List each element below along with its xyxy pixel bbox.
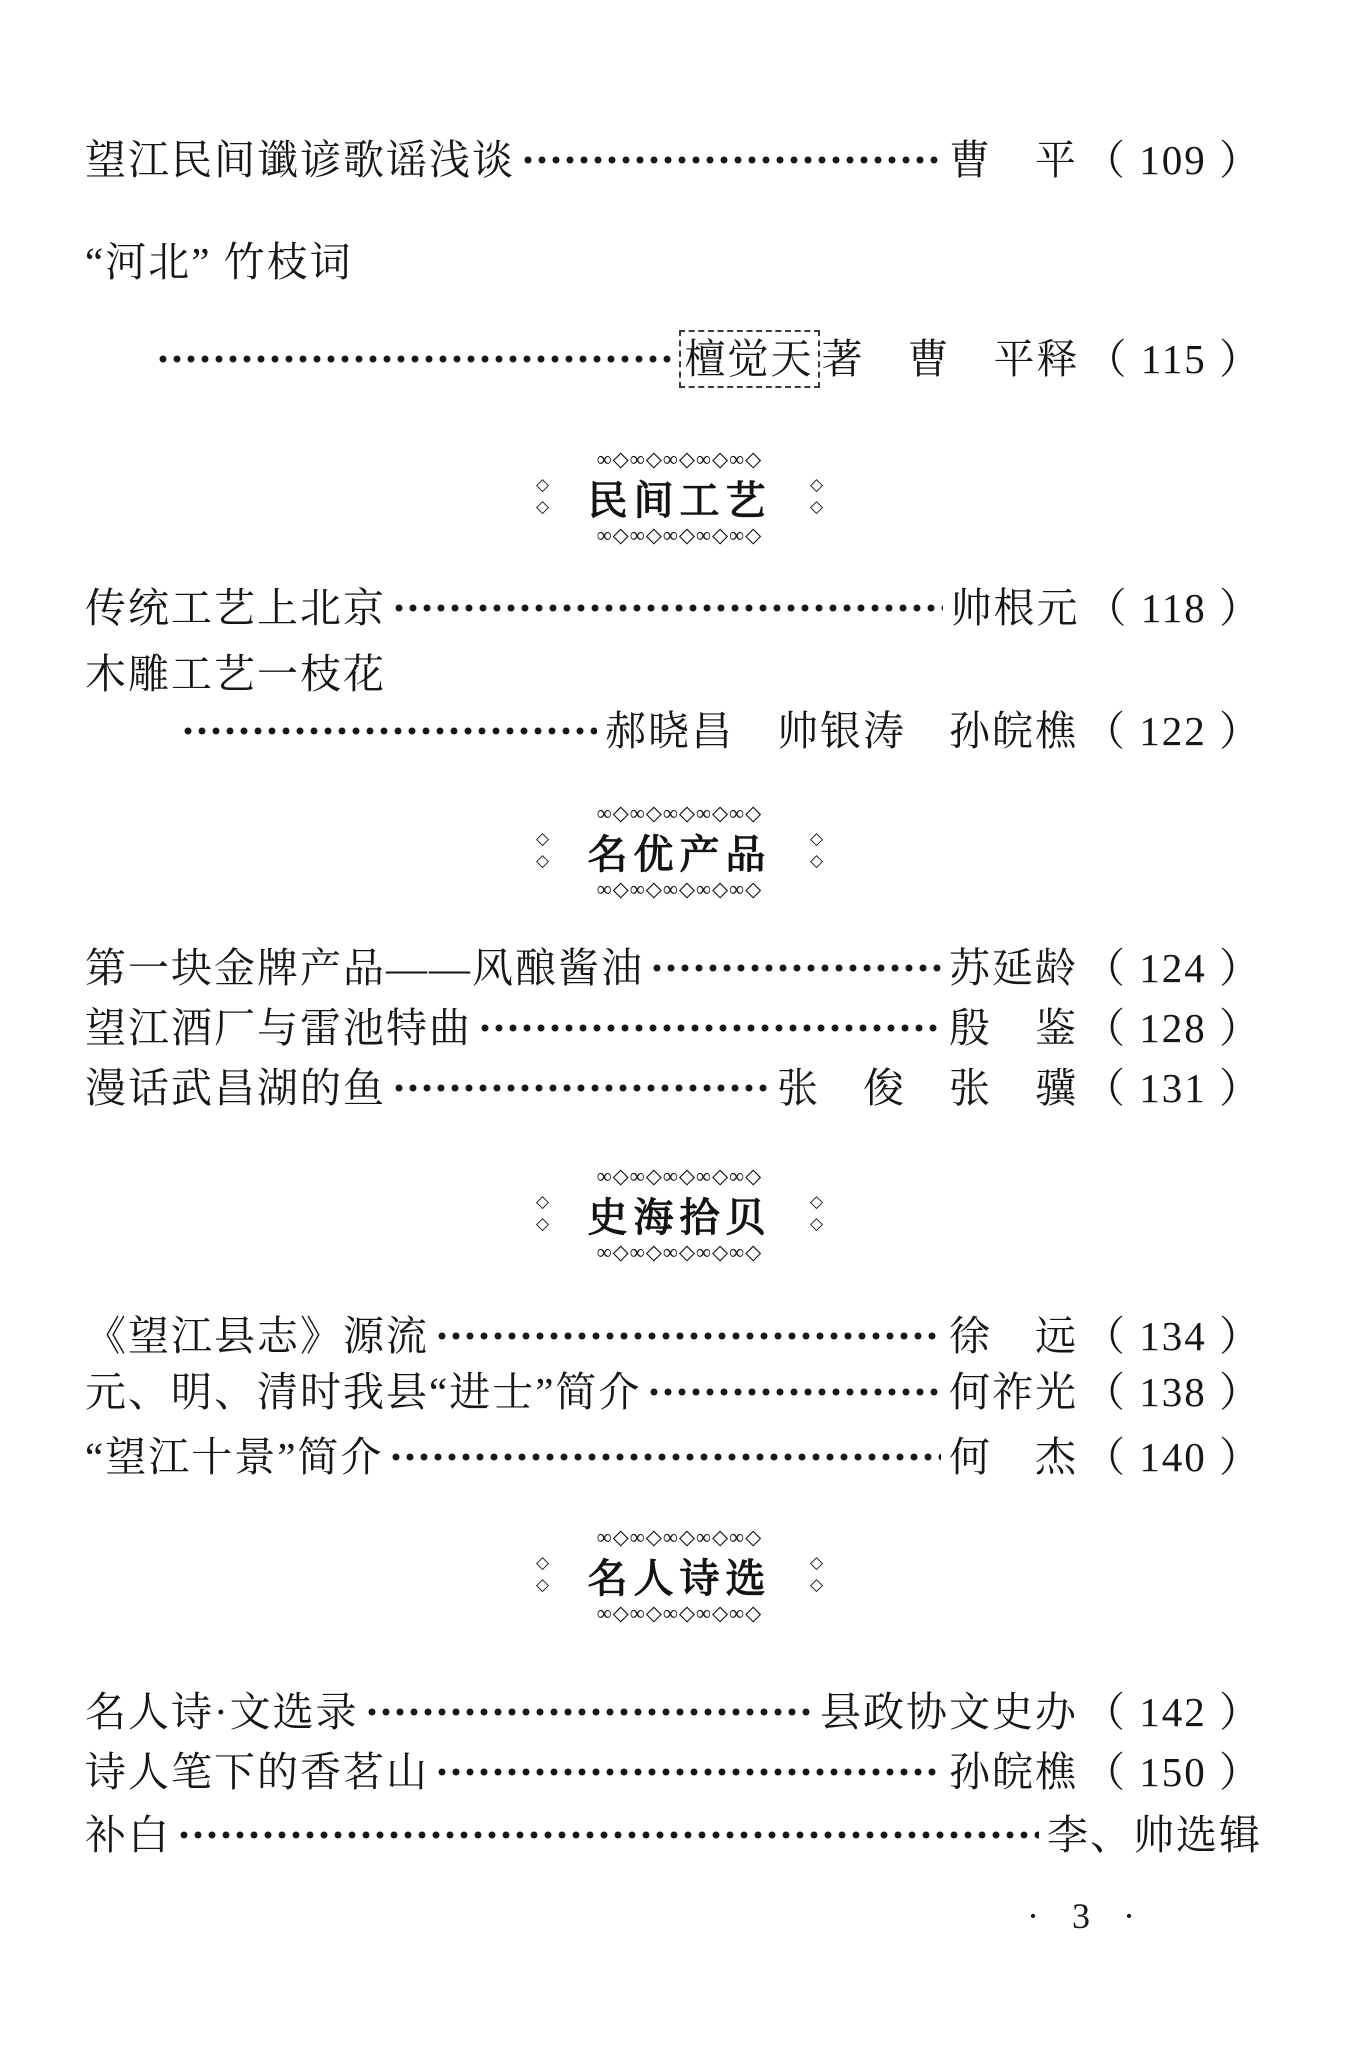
section-box-folk-crafts [534,447,826,547]
entry-author: 何 杰 [949,1434,1078,1480]
section-title: 名人诗选 [587,1556,772,1601]
entry-title: 诗人笔下的香茗山 [85,1749,429,1795]
toc-entry-row [0,941,1359,995]
entry-author: 县政协文史办 [820,1689,1078,1735]
entry-page-number: （ 131 ） [1084,1065,1262,1111]
toc-entry-row [0,581,1359,635]
toc-entry-row [0,1430,1359,1484]
entry-page-number: （ 150 ） [1084,1749,1262,1795]
toc-entry-row [0,1001,1359,1055]
entry-title: 望江酒厂与雷池特曲 [85,1005,472,1051]
entry-title: 望江民间谶谚歌谣浅谈 [85,137,515,183]
toc-entry-row [0,1365,1359,1419]
ornament-chain-top: ∞◇∞◇∞◇∞◇∞◇ [596,801,763,825]
entry-title: 名人诗·文选录 [85,1689,359,1735]
toc-entry-row [0,235,1359,289]
section-box-history-gleanings [534,1164,826,1264]
toc-continuation-row [0,330,1359,388]
toc-entry-row [0,1745,1359,1799]
section-title: 史海拾贝 [587,1195,772,1240]
toc-entry-row [0,647,1359,701]
dot-leader [394,603,943,613]
entry-page-number: （ 124 ） [1084,945,1262,991]
ornament-chain-left: ◇◇ [533,829,553,873]
toc-entry-row [0,133,1359,187]
entry-author: 李、帅选辑 [1047,1812,1262,1858]
ornament-chain-right: ◇◇ [807,1553,827,1597]
entry-page-number: （ 115 ） [1085,336,1262,382]
ornament-chain-top: ∞◇∞◇∞◇∞◇∞◇ [596,1164,763,1188]
entry-title: 《望江县志》源流 [85,1313,429,1359]
entry-page-number: （ 134 ） [1084,1313,1262,1359]
entry-author: 徐 远 [949,1313,1078,1359]
section-title: 名优产品 [587,832,772,877]
dot-leader [437,1767,941,1777]
entry-title: “望江十景”简介 [85,1434,384,1480]
entry-author: 曹 平 [949,137,1078,183]
ornament-chain-left: ◇◇ [533,1553,553,1597]
ornament-chain-bottom: ∞◇∞◇∞◇∞◇∞◇ [596,1240,763,1264]
dot-leader [179,1830,1039,1840]
entry-title: “河北” 竹枝词 [85,239,353,285]
entry-title: 木雕工艺一枝花 [85,651,386,697]
ornament-chain-top: ∞◇∞◇∞◇∞◇∞◇ [596,447,763,471]
dot-leader [523,155,941,165]
entry-page-number: （ 142 ） [1084,1689,1262,1735]
dot-leader [391,1452,941,1462]
entry-page-number: （ 122 ） [1084,708,1262,754]
entry-author: 苏延龄 [949,945,1078,991]
entry-page-number: （ 138 ） [1084,1369,1262,1415]
ornament-chain-bottom: ∞◇∞◇∞◇∞◇∞◇ [596,877,763,901]
ornament-chain-bottom: ∞◇∞◇∞◇∞◇∞◇ [596,523,763,547]
toc-entry-row [0,1808,1359,1862]
page-number-footer: · 3 · [1027,1896,1147,1936]
dot-leader [158,354,671,364]
entry-page-number: （ 128 ） [1084,1005,1262,1051]
section-title: 民间工艺 [587,478,772,523]
dot-leader [480,1023,941,1033]
entry-author: 著 曹 平释 [821,336,1080,382]
entry-author: 张 俊 张 骥 [777,1065,1078,1111]
entry-title: 元、明、清时我县“进士”简介 [85,1369,642,1415]
entry-page-number: （ 118 ） [1085,585,1262,631]
section-box-celebrity-poems [534,1525,826,1625]
entry-author-boxed: 檀觉天 [679,330,820,388]
dot-leader [652,963,941,973]
dot-leader [367,1707,812,1717]
entry-page-number: （ 140 ） [1084,1434,1262,1480]
section-box-famous-products [534,801,826,901]
entry-title: 第一块金牌产品——风酿酱油 [85,945,644,991]
ornament-chain-bottom: ∞◇∞◇∞◇∞◇∞◇ [596,1601,763,1625]
toc-entry-row [0,1309,1359,1363]
entry-author: 孙皖樵 [949,1749,1078,1795]
entry-author: 郝晓昌 帅银涛 孙皖樵 [605,708,1078,754]
entry-author: 帅根元 [950,585,1080,631]
dot-leader [649,1387,941,1397]
ornament-chain-right: ◇◇ [807,475,827,519]
ornament-chain-right: ◇◇ [807,1192,827,1236]
ornament-chain-top: ∞◇∞◇∞◇∞◇∞◇ [596,1525,763,1549]
entry-author: 殷 鉴 [949,1005,1078,1051]
entry-title: 漫话武昌湖的鱼 [85,1065,386,1111]
ornament-chain-right: ◇◇ [807,829,827,873]
toc-continuation-row [0,704,1359,758]
entry-title: 补白 [85,1812,171,1858]
toc-entry-row [0,1685,1359,1739]
toc-entry-row [0,1061,1359,1115]
ornament-chain-left: ◇◇ [533,1192,553,1236]
dot-leader [394,1083,769,1093]
entry-page-number: （ 109 ） [1084,137,1262,183]
dot-leader [437,1331,941,1341]
entry-author: 何祚光 [949,1369,1078,1415]
dot-leader [183,726,597,736]
entry-title: 传统工艺上北京 [85,585,386,631]
ornament-chain-left: ◇◇ [533,475,553,519]
